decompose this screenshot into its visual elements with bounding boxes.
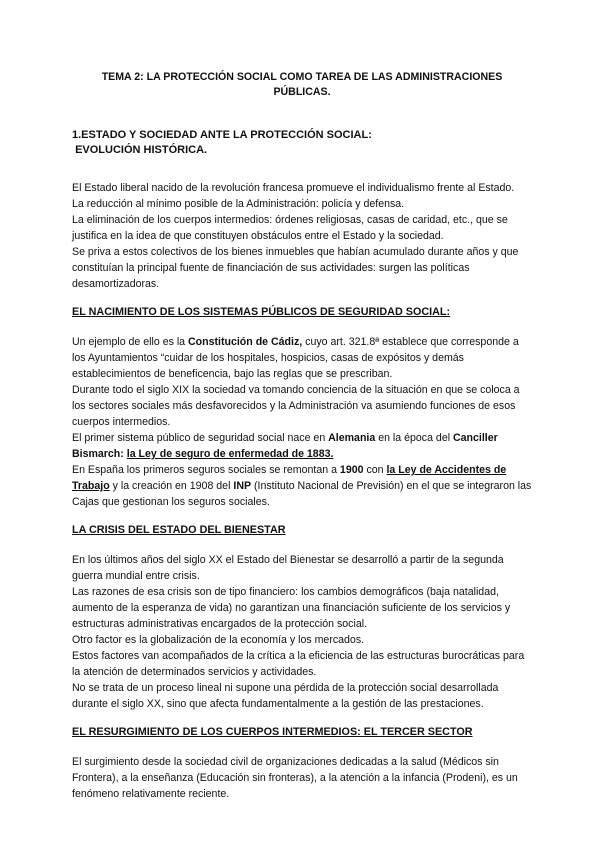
emphasis: Alemania <box>328 432 376 444</box>
text: Un ejemplo de ello es la <box>72 336 189 348</box>
paragraph: Las razones de esa crisis son de tipo financiero: los cambios demográficos (baja natalidad, aumento de la esperanza de vida) no garantizan una financiación suficiente de los servicios y estructuras administrativas encargados de la protección social. <box>72 586 511 630</box>
paragraph: La reducción al mínimo posible de la Administración: policía y defensa. <box>72 198 405 210</box>
paragraph: Durante todo el siglo XIX la sociedad va tomando conciencia de la situación en que se coloca a los sectores sociales más desfavorecidos y la Administración va asumiendo funciones de esos cuerpos intermedios. <box>72 384 520 428</box>
text: El primer sistema público de seguridad social nace en <box>72 432 329 444</box>
paragraph: La eliminación de los cuerpos intermedios: órdenes religiosas, casas de caridad, etc., que se justifica en la idea de que constituyen obstáculos entre el Estado y la sociedad. <box>72 214 508 242</box>
paragraph <box>72 334 532 382</box>
paragraph: El surgimiento desde la sociedad civil de organizaciones dedicadas a la salud (Médicos sin Frontera), a la enseñanza (Educación sin fronteras), a la atención a la infancia (Prodeni), es un fenómeno relativamente reciente. <box>72 756 518 800</box>
text: cuyo art. 321.8ª establece que corresponde a los Ayuntamientos “cuidar de los hospitales, hospicios, casas de expósitos y demás establecimientos de beneficencia, bajo las reglas que se prescriban. <box>72 336 519 380</box>
section-1-heading <box>72 128 532 158</box>
section-3-heading: LA CRISIS DEL ESTADO DEL BIENESTAR <box>72 524 286 536</box>
text: con <box>363 464 387 476</box>
title-line-2: PÚBLICAS. <box>273 86 331 98</box>
text: y la creación en 1908 del <box>109 480 234 492</box>
text: En España los primeros seguros sociales se remontan a <box>72 464 340 476</box>
emphasis: 1900 <box>339 464 364 476</box>
title-line-1: TEMA 2: LA PROTECCIÓN SOCIAL COMO TAREA DE LAS ADMINISTRACIONES <box>101 71 503 83</box>
emphasis-underlined: la Ley de Accidentes de Trabajo <box>72 464 507 492</box>
section-1-body <box>72 180 532 292</box>
section-1-heading-line-2: EVOLUCIÓN HISTÓRICA. <box>75 144 208 156</box>
section-3-body <box>72 552 532 712</box>
paragraph: En los últimos años del siglo XX el Estado del Bienestar se desarrolló a partir de la segunda guerra mundial entre crisis. <box>72 554 504 582</box>
section-4-body <box>72 754 532 802</box>
document-page <box>72 70 532 810</box>
paragraph: El Estado liberal nacido de la revolución francesa promueve el individualismo frente al Estado. <box>72 182 515 194</box>
paragraph: Otro factor es la globalización de la economía y los mercados. <box>72 634 365 646</box>
emphasis: INP <box>233 480 252 492</box>
paragraph: Se priva a estos colectivos de los bienes inmuebles que habían acumulado durante años y que constituían la principal fuente de financiación de sus actividades: surgen las políticas desamortizadoras. <box>72 246 519 290</box>
section-4-heading: EL RESURGIMIENTO DE LOS CUERPOS INTERMEDIOS: EL TERCER SECTOR <box>72 726 473 738</box>
paragraph <box>72 462 532 510</box>
section-1-heading-line-1: 1.ESTADO Y SOCIEDAD ANTE LA PROTECCIÓN SOCIAL: <box>72 129 372 141</box>
paragraph: Estos factores van acompañados de la crítica a la eficiencia de las estructuras burocráticas para la atención de determinados servicios y actividades. <box>72 650 525 678</box>
emphasis-underlined: la Ley de seguro de enfermedad de 1883. <box>126 448 334 460</box>
section-2-heading: EL NACIMIENTO DE LOS SISTEMAS PÚBLICOS DE SEGURIDAD SOCIAL: <box>72 306 451 318</box>
paragraph: No se trata de un proceso lineal ni supone una pérdida de la protección social desarrollada durante el siglo XX, sino que afecta fundamentalmente a la gestión de las prestaciones. <box>72 682 499 710</box>
emphasis: Constitución de Cádiz, <box>188 336 303 348</box>
emphasis: Canciller Bismarch: <box>72 432 498 460</box>
paragraph <box>72 430 532 462</box>
section-2-body <box>72 334 532 510</box>
document-title <box>72 70 532 100</box>
text: en la época del <box>375 432 454 444</box>
text: (Instituto Nacional de Previsión) en el que se integraron las Cajas que gestionan los seguros sociales. <box>72 480 532 508</box>
